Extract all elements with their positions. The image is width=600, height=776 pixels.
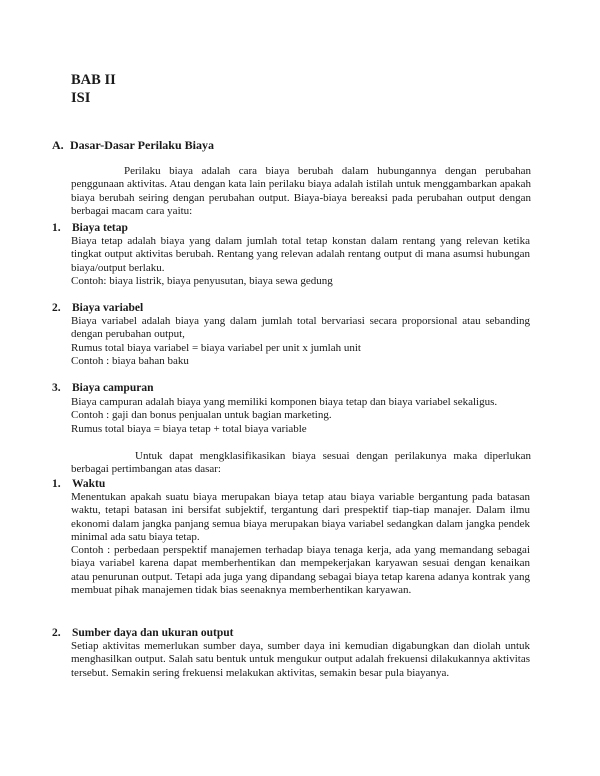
item2-number: 2. [52,302,61,314]
basis1-body [71,491,530,597]
section-intro-text: Perilaku biaya adalah cara biaya berubah dalam hubungannya dengan perubahan penggunaan aktivitas. Atau dengan kata lain perilaku biaya adalah istilah untuk menggambarkan apakah biaya berubah seiring dengan perubahan output. Biaya-biaya bereaksi pada perubahan output dengan berbagai macam cara yaitu: [71,165,531,217]
basis1-text: Menentukan apakah suatu biaya merupakan biaya tetap atau biaya variable bergantung pada batasan waktu, tetapi batasan ini bersifat subjektif, tergantung dari prespektif tiap-tiap manajer. Dalam ilmu ekonomi dalam jangka panjang semua biaya merupakan biaya variabel sedangkan dalam jangka pendek minimal ada satu biaya tetap. [71,491,530,543]
item2-formula: Rumus total biaya variabel = biaya variabel per unit x jumlah unit [71,341,361,354]
basis1-title: Waktu [72,478,106,490]
basis2-text: Setiap aktivitas memerlukan sumber daya, sumber daya ini kemudian digabungkan dan diolah untuk menghasilkan output. Salah satu bentuk untuk mengukur output adalah frekuensi dilakukannya aktivitas tersebut. Semakin sering frekuensi melakukan aktivitas, semakin besar pula biayanya. [71,640,530,679]
section-heading [52,138,214,152]
chapter-label: BAB II [71,72,116,88]
basis2-body [71,640,530,680]
basis1-number: 1. [52,478,61,490]
section-letter: A. [52,138,64,152]
item1-example: Contoh: biaya listrik, biaya penyusutan, biaya sewa gedung [71,274,333,287]
item1-number: 1. [52,222,61,234]
basis2-title: Sumber daya dan ukuran output [72,627,234,639]
item3-example: Contoh : gaji dan bonus penjualan untuk bagian marketing. [71,409,332,422]
item3-heading [52,381,153,395]
item1-text: Biaya tetap adalah biaya yang dalam jumlah total tetap konstan dalam rentang yang relevan ketika tingkat output aktivitas berubah. Rentang yang relevan adalah rentang output di mana asumsi hubungan biaya/output berlaku. [71,235,530,274]
section-title: Dasar-Dasar Perilaku Biaya [70,138,214,152]
item3-text: Biaya campuran adalah biaya yang memiliki komponen biaya tetap dan biaya variabel sekaligus. [71,396,498,408]
basis2-heading [52,626,234,640]
item1-title: Biaya tetap [72,222,128,234]
item2-example: Contoh : biaya bahan baku [71,354,189,367]
classification-intro-paragraph [71,450,531,477]
item3-title: Biaya campuran [72,382,154,394]
basis2-number: 2. [52,627,61,639]
basis1-example: Contoh : perbedaan perspektif manajemen terhadap biaya tenaga kerja, ada yang memandang sebagai biaya variabel karena dapat memberhentikan dan mempekerjakan karyawan sesuai dengan kenaikan atau penurunan output. Tetapi ada juga yang dipandang sebagai biaya tetap karena adanya kontrak yang membuat pihak manajemen tidak bias seenaknya memberhentikan karyawan. [71,544,530,597]
item3-number: 3. [52,382,61,394]
section-intro-paragraph [71,165,531,218]
item2-body [71,315,530,368]
item1-body [71,235,530,288]
item2-text: Biaya variabel adalah biaya yang dalam jumlah total bervariasi secara proporsional atau sebanding dengan perubahan output, [71,315,530,341]
item2-title: Biaya variabel [72,302,144,314]
item3-body [71,396,530,436]
classification-intro-text: Untuk dapat mengklasifikasikan biaya sesuai dengan perilakunya maka diperlukan berbagai pertimbangan atas dasar: [71,450,531,476]
chapter-title: ISI [71,90,91,106]
item3-formula: Rumus total biaya = biaya tetap + total biaya variable [71,422,307,435]
item2-heading [52,301,143,315]
basis1-heading [52,477,105,491]
item1-heading [52,221,128,235]
